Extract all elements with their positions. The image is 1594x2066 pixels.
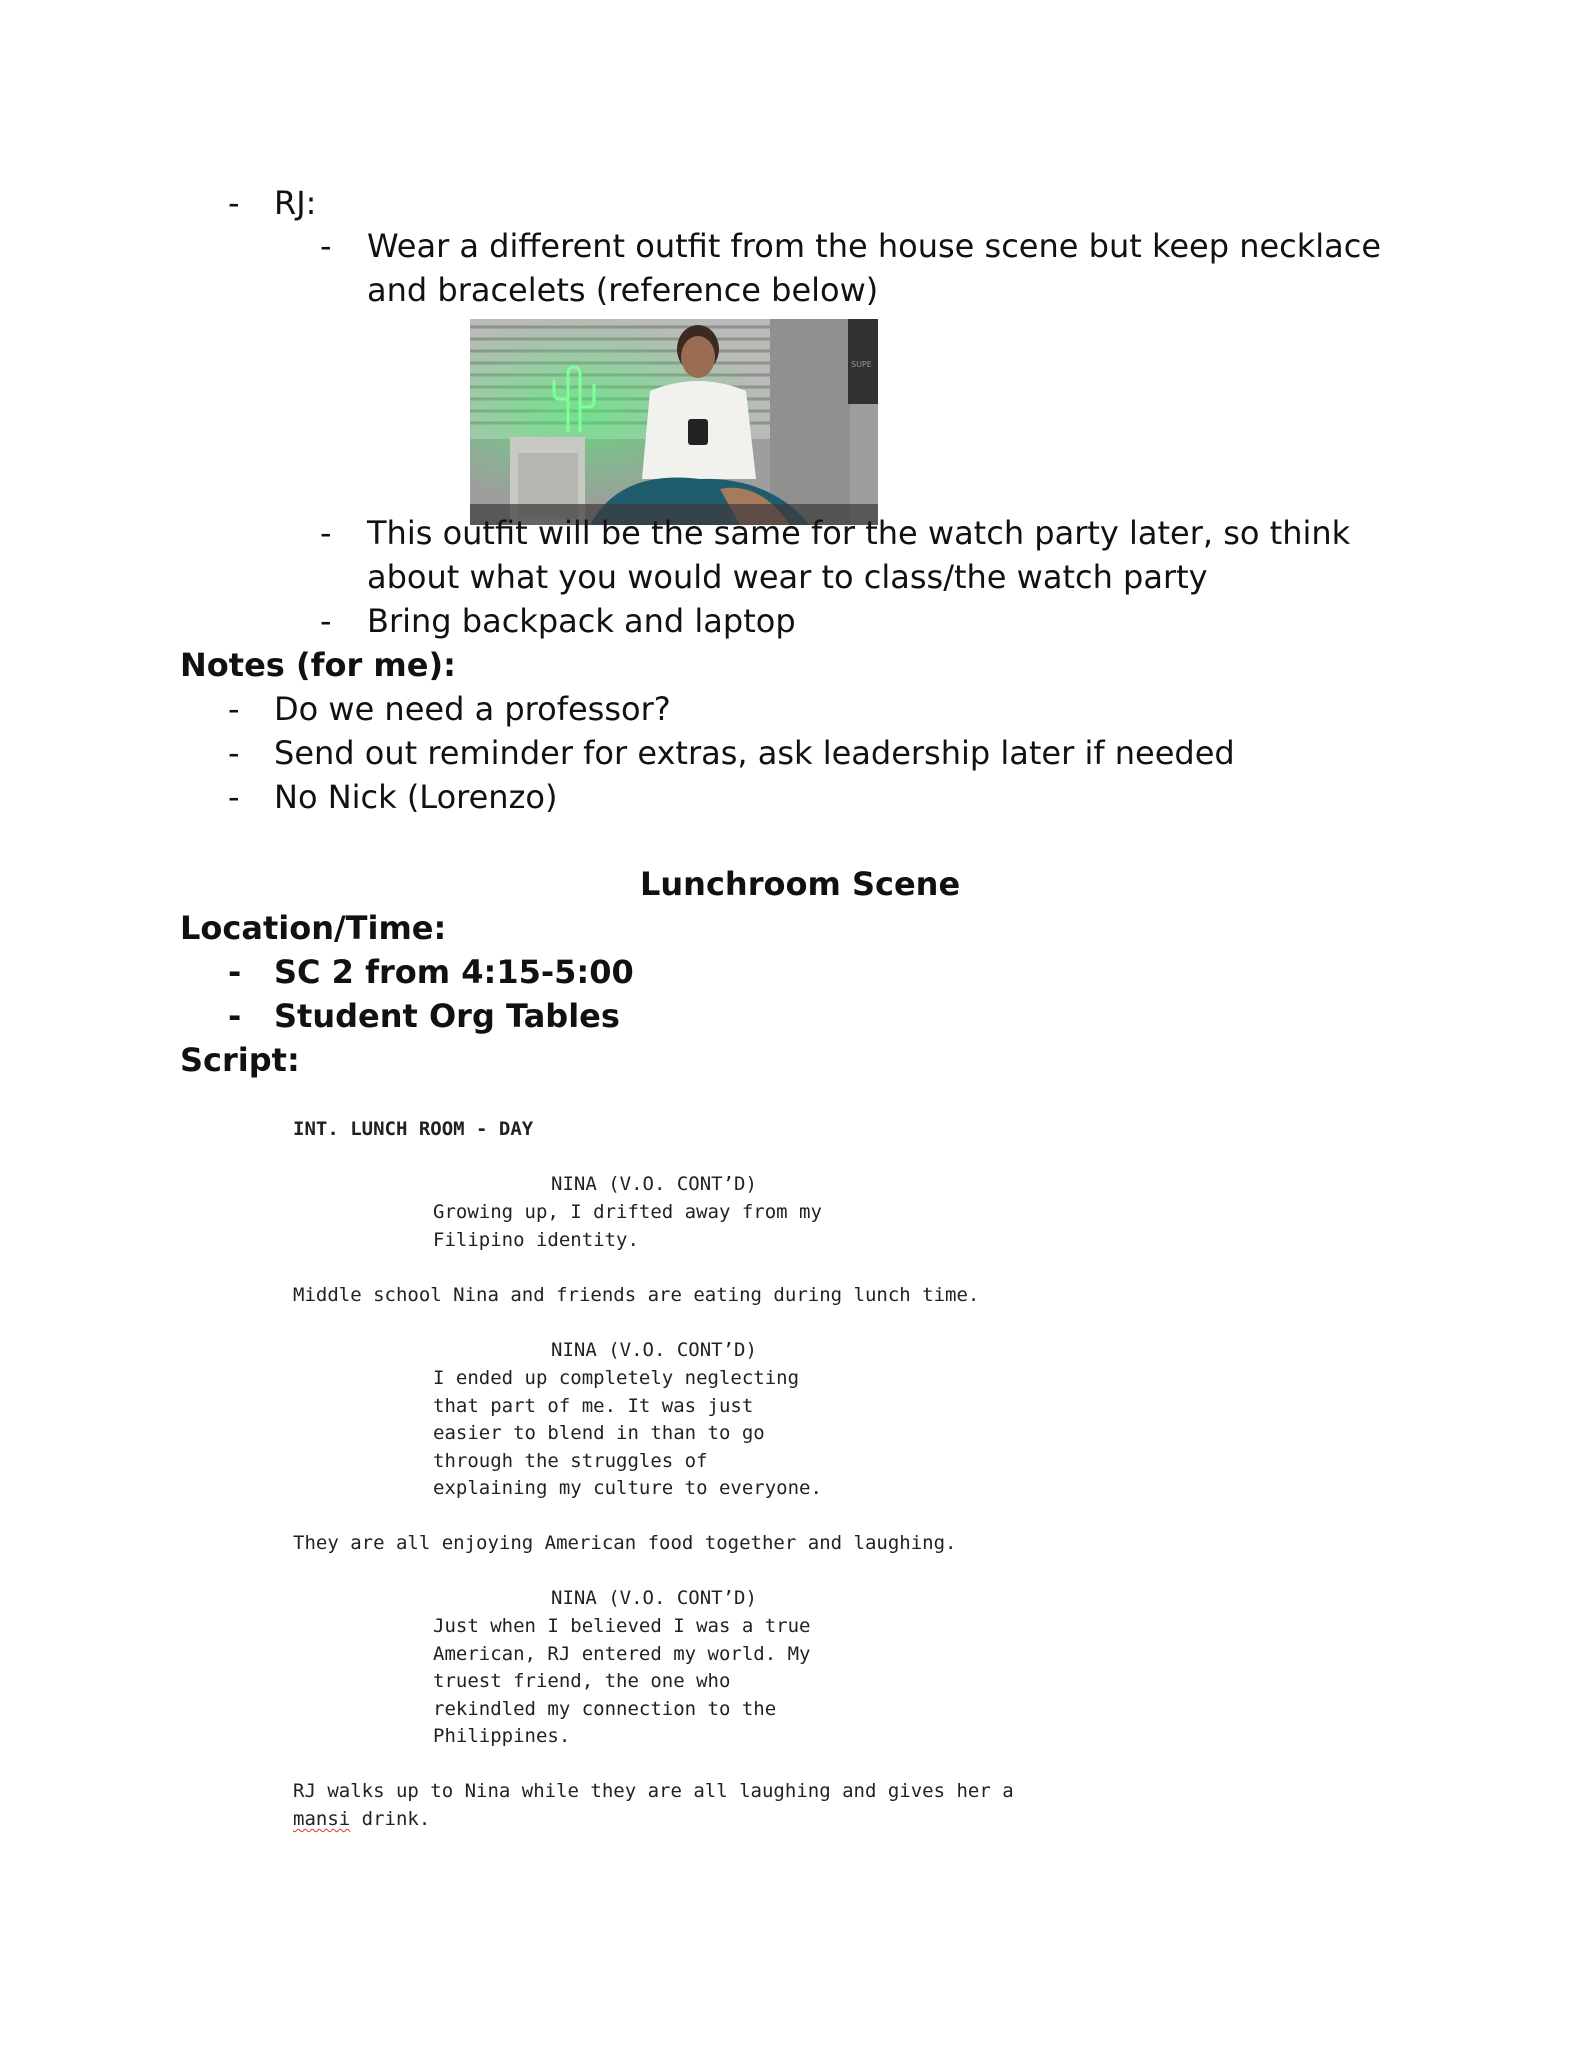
notes-item-professor: Do we need a professor?: [274, 690, 671, 728]
bullet-dash: -: [320, 227, 332, 265]
script-dialogue-line: truest friend, the one who: [433, 1670, 731, 1692]
scene-title: Lunchroom Scene: [640, 865, 961, 903]
script-dialogue-line: Filipino identity.: [433, 1229, 639, 1251]
location-heading: Location/Time:: [180, 909, 447, 947]
script-character: NINA (V.O. CONT’D): [551, 1339, 757, 1361]
outfit-reference-photo: [470, 319, 878, 525]
script-slugline: INT. LUNCH ROOM - DAY: [293, 1118, 534, 1140]
script-dialogue-line: that part of me. It was just: [433, 1395, 754, 1417]
bullet-dash: -: [228, 953, 242, 991]
bullet-dash: -: [228, 997, 242, 1035]
script-dialogue-line: through the struggles of: [433, 1450, 708, 1472]
notes-item-no-nick: No Nick (Lorenzo): [274, 778, 558, 816]
rj-item-watch-party-cont: about what you would wear to class/the watch party: [367, 558, 1208, 596]
notes-item-reminder: Send out reminder for extras, ask leadership later if needed: [274, 734, 1235, 772]
script-action-rest: drink.: [350, 1808, 431, 1830]
spellcheck-flagged-word[interactable]: mansi: [293, 1808, 351, 1830]
script-dialogue-line: American, RJ entered my world. My: [433, 1643, 811, 1665]
script-dialogue-line: rekindled my connection to the: [433, 1698, 777, 1720]
location-item-tables: Student Org Tables: [274, 997, 620, 1035]
bullet-dash: -: [228, 734, 240, 772]
script-heading: Script:: [180, 1041, 300, 1079]
rj-item-outfit: Wear a different outfit from the house scene but keep necklace: [367, 227, 1382, 265]
script-action-line: [293, 1806, 430, 1834]
rj-label: RJ:: [274, 184, 317, 222]
bullet-dash: -: [228, 778, 240, 816]
script-action: Middle school Nina and friends are eating during lunch time.: [293, 1284, 980, 1306]
rj-item-watch-party: This outfit will be the same for the watch party later, so think: [367, 514, 1351, 552]
bullet-dash: -: [228, 184, 240, 222]
script-dialogue-line: I ended up completely neglecting: [433, 1367, 800, 1389]
location-item-time: SC 2 from 4:15-5:00: [274, 953, 634, 991]
bullet-dash: -: [320, 602, 332, 640]
rj-item-backpack: Bring backpack and laptop: [367, 602, 796, 640]
rj-item-outfit-cont: and bracelets (reference below): [367, 271, 879, 309]
script-action: They are all enjoying American food together and laughing.: [293, 1532, 957, 1554]
notes-heading: Notes (for me):: [180, 646, 456, 684]
script-character: NINA (V.O. CONT’D): [551, 1587, 757, 1609]
script-dialogue-line: explaining my culture to everyone.: [433, 1477, 822, 1499]
script-dialogue-line: Philippines.: [433, 1725, 571, 1747]
bullet-dash: -: [320, 514, 332, 552]
bullet-dash: -: [228, 690, 240, 728]
script-dialogue-line: easier to blend in than to go: [433, 1422, 765, 1444]
script-character: NINA (V.O. CONT’D): [551, 1173, 757, 1195]
script-dialogue-line: Growing up, I drifted away from my: [433, 1201, 822, 1223]
script-dialogue-line: Just when I believed I was a true: [433, 1615, 811, 1637]
script-action: RJ walks up to Nina while they are all laughing and gives her a: [293, 1780, 1014, 1802]
photo-illustration: [470, 319, 878, 525]
